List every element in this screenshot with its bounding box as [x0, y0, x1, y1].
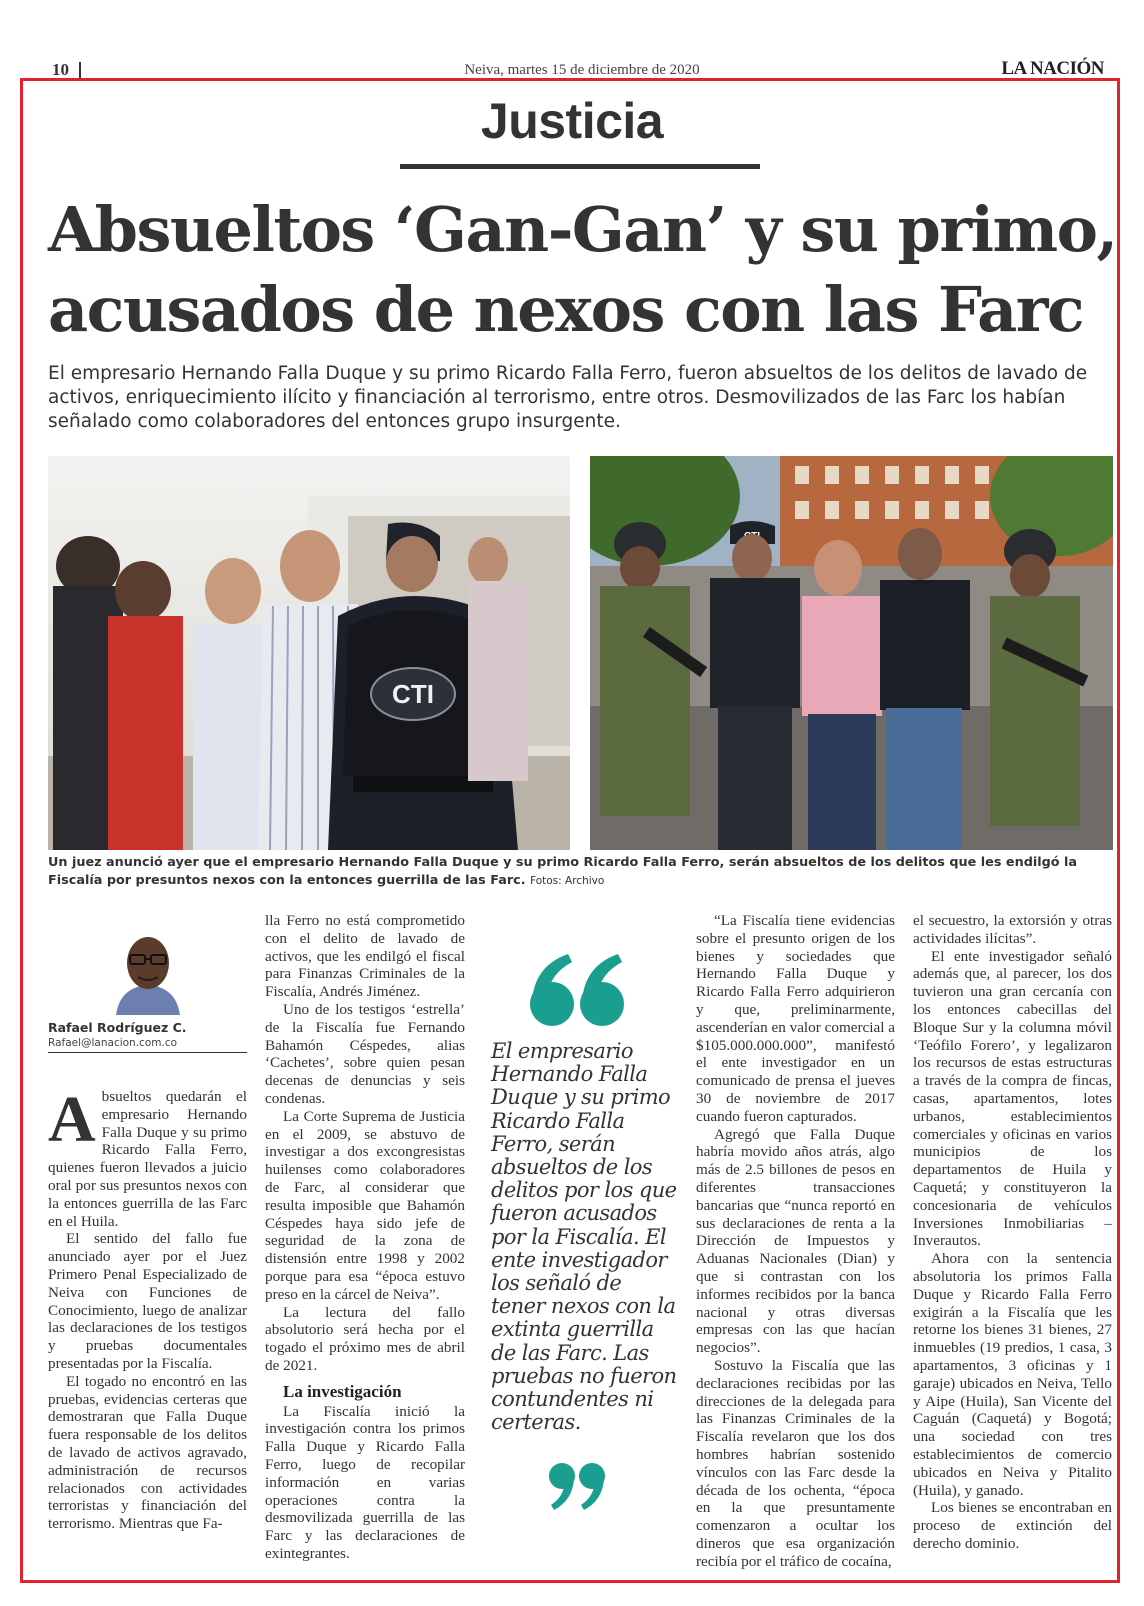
- body-paragraph: Uno de los testigos ‘estrella’ de la Fiscalía fue Fernando Bahamón Céspedes, alias ‘Cachetes’, sobre quien pesan decenas de denuncias y seis condenas.: [265, 1000, 465, 1107]
- author-avatar: [110, 925, 186, 1015]
- photo-credit: Fotos: Archivo: [530, 875, 605, 887]
- photo-arrest-outdoor: [590, 456, 1113, 850]
- body-paragraph: La lectura del fallo absolutorio será hecha por el togado el próximo mes de abril de 2021.: [265, 1303, 465, 1374]
- page-number: 10: [52, 60, 69, 79]
- body-paragraph: La Corte Suprema de Justicia en el 2009, se abstuvo de investigar a dos excongresistas huilenses como colaboradores de Farc, al considerar que resulta imposible que Bahamón Céspedes haya sido jefe de seguridad de la zona de distensión entre 1998 y 2002 porque para esa “época estuvo preso en la cárcel de Neiva”.: [265, 1107, 465, 1303]
- body-paragraph: el secuestro, la extorsión y otras actividades ilícitas”.: [913, 912, 1112, 947]
- body-paragraph: Sostuvo la Fiscalía que las declaraciones recibidas por las direcciones de la delegada para las Finanzas Criminales de la Fiscalía revelaron que los dos hombres habrían sostenido vínculos con las Farc desde la década de los ochenta, “época en la que presuntamente comenzaron a ocultar los dineros que esa organización recibía por el tráfico de cocaína,: [696, 1356, 895, 1570]
- headline-line-2: acusados de nexos con las Farc: [48, 273, 1084, 346]
- author-name: Rafael Rodríguez C.: [48, 1020, 187, 1035]
- headline: [48, 190, 1117, 350]
- body-paragraph: Los bienes se encontraban en proceso de extinción del derecho dominio.: [913, 1499, 1112, 1552]
- author-email: Rafael@lanacion.com.co: [48, 1037, 178, 1049]
- body-paragraph: El sentido del fallo fue anunciado ayer por el Juez Primero Penal Especializado de Neiva con Funciones de Conocimiento, luego de analizar las declaraciones de los testigos y pruebas documentales presentadas por la Fiscalía.: [48, 1230, 247, 1372]
- headline-line-1: Absueltos ‘Gan-Gan’ y su primo,: [48, 193, 1117, 266]
- body-text: bsueltos quedarán el empresario Hernando Falla Duque y su primo Ricardo Falla Ferro, quienes fueron llevados a juicio oral por sus presuntos nexos con la entonces guerrilla de las Farc en el Huila.: [48, 1088, 247, 1230]
- body-column-4: [696, 912, 895, 1570]
- body-paragraph: “La Fiscalía tiene evidencias sobre el presunto origen de los bienes y sociedades que Hernando Falla Duque y Ricardo Falla Ferro adquirieron y que, preliminarmente, ascenderían en valor comercial a $105.000.000.000”, manifestó el ente investigador en un comunicado de prensa el jueves 30 de noviembre de 2017 cuando fueron capturados.: [696, 912, 896, 1125]
- section-rule: [400, 164, 760, 169]
- dateline: Neiva, martes 15 de diciembre de 2020: [464, 62, 700, 78]
- body-column-1: [48, 1083, 247, 1533]
- body-paragraph: [48, 1083, 247, 1230]
- body-paragraph: lla Ferro no está comprometido con el delito de lavado de activos, que les endilgó el fiscal para Finanzas Criminales de la Fiscalía, Andrés Jiménez.: [265, 912, 465, 1001]
- body-column-2: [265, 912, 465, 1563]
- vest-cti-label: CTI: [392, 679, 434, 709]
- photo-arrest-indoor: [48, 456, 570, 850]
- body-paragraph: El ente investigador señaló además que, al parecer, los dos tuvieron una gran cercanía con los entonces cabecillas del Bloque Sur y la columna móvil ‘Teófilo Forero’, y legalizaron los recursos de estas estructuras a través de la compra de fincas, casas, apartamentos, lotes urbanos, establecimientos comerciales y oficinas en varios municipios de los departamentos de Huila y Caquetá; y constituyeron la concesionaria de vehículos Inversiones Inmobiliarias – Inverautos.: [913, 947, 1112, 1250]
- body-column-5: [913, 912, 1112, 1553]
- open-quote-icon: [528, 952, 628, 1032]
- caption-text: Un juez anunció ayer que el empresario Hernando Falla Duque y su primo Ricardo Falla Ferro, serán absueltos de los delitos que les endilgó la Fiscalía por presuntos nexos con la entonces guerrilla de las Farc.: [48, 855, 1078, 888]
- drop-cap: A: [48, 1083, 96, 1156]
- author-rule: [48, 1052, 247, 1053]
- body-paragraph: Ahora con la sentencia absolutoria los primos Falla Duque y Ricardo Falla Ferro exigirán a la Fiscalía que les retorne los bienes 31 bienes, 27 inmuebles (19 predios, 1 casa, 3 apartamentos, 3 oficinas y 1 garaje) ubicados en Neiva, Tello y Aipe (Huila), San Vicente del Caguán (Caquetá) y Bogotá; una sociedad con tres establecimientos de comercio ubicados en Neiva y Pitalito (Huila), y ganado.: [913, 1250, 1112, 1499]
- body-paragraph: Agregó que Falla Duque habría movido años atrás, algo más de 2.5 billones de pesos en diferentes transacciones bancarias que “nunca reportó en sus declaraciones de renta a la Dirección de Impuestos y Aduanas Nacionales (Dian) y que si contrastan con los informes recibidos por la banca nacional y otras diversas empresas con las que hacían negocios”.: [696, 1125, 895, 1357]
- close-quote-icon: [548, 1462, 608, 1514]
- body-paragraph: El togado no encontró en las pruebas, evidencias certeras que demostraran que Falla Duque fuera responsable de los delitos de lavado de activos agravado, administración de recursos relacionados con actividades terroristas y financiación del terrorismo. Mientras que Fa-: [48, 1372, 247, 1533]
- newspaper-logo: LA NACIÓN: [1001, 58, 1104, 79]
- photo-caption: [48, 854, 1118, 890]
- body-paragraph: La Fiscalía inició la investigación contra los primos Falla Duque y Ricardo Falla Ferro, luego de recopilar información en varias operaciones contra la desmovilizada guerrilla de las Farc y las declaraciones de exintegrantes.: [265, 1402, 465, 1562]
- subheading: La investigación: [283, 1381, 402, 1401]
- section-title: Justicia: [480, 93, 664, 149]
- pull-quote: El empresario Hernando Falla Duque y su primo Ricardo Falla Ferro, serán absueltos de los delitos por los que fueron acusados por la Fiscalía. El ente investigador los señaló de tener nexos con la extinta guerrilla de las Farc. Las pruebas no fueron contundentes ni certeras.: [491, 1039, 677, 1435]
- lead-paragraph: El empresario Hernando Falla Duque y su primo Ricardo Falla Ferro, fueron absueltos de los delitos de lavado de activos, enriquecimiento ilícito y financiación al terrorismo, entre otros. Desmovilizados de las Farc los habían señalado como colaboradores del entonces grupo insurgente.: [48, 363, 1088, 432]
